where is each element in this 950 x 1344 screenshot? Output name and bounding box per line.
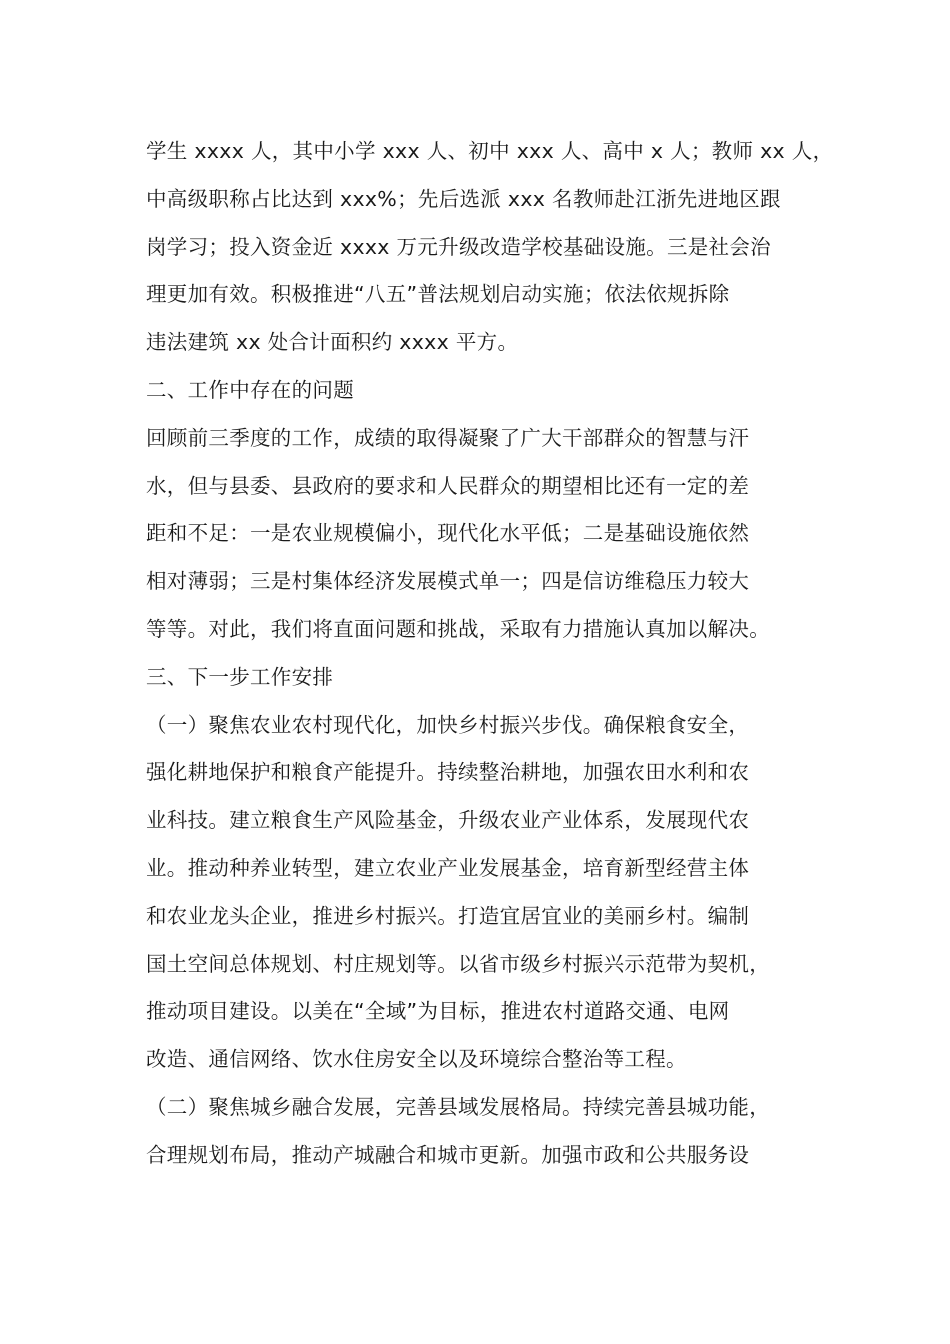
text-line: 改造、通信网络、饮水住房安全以及环境综合整治等工程。 (146, 1047, 687, 1072)
text-line: 理更加有效。积极推进“八五”普法规划启动实施；依法依规拆除 (146, 282, 730, 307)
text-line: 学生 xxxx 人，其中小学 xxx 人、初中 xxx 人、高中 x 人；教师 xx 人， (146, 139, 834, 163)
text-line: 强化耕地保护和粮食产能提升。持续整治耕地，加强农田水利和农 (146, 760, 750, 785)
text-line: 水，但与县委、县政府的要求和人民群众的期望相比还有一定的差 (146, 473, 750, 498)
text-line: 业。推动种养业转型，建立农业产业发展基金，培育新型经营主体 (146, 855, 750, 880)
section-heading-next-steps: 三、下一步工作安排 (146, 664, 334, 689)
text-line: 业科技。建立粮食生产风险基金，升级农业产业体系，发展现代农 (146, 808, 750, 833)
text-line: 相对薄弱；三是村集体经济发展模式单一；四是信访维稳压力较大 (146, 569, 750, 594)
document-body (146, 128, 834, 1180)
text-line: 回顾前三季度的工作，成绩的取得凝聚了广大干部群众的智慧与汗 (146, 425, 750, 450)
text-line: 岗学习；投入资金近 xxxx 万元升级改造学校基础设施。三是社会治 (146, 234, 771, 259)
subsection-heading-agriculture: （一）聚焦农业农村现代化，加快乡村振兴步伐。确保粮食安全， (146, 712, 750, 737)
text-line: 国土空间总体规划、村庄规划等。以省市级乡村振兴示范带为契机， (146, 951, 770, 976)
text-line: 等等。对此，我们将直面问题和挑战，采取有力措施认真加以解决。 (146, 616, 770, 641)
text-line: 和农业龙头企业，推进乡村振兴。打造宜居宜业的美丽乡村。编制 (146, 903, 750, 928)
text-line: 中高级职称占比达到 xxx%；先后选派 xxx 名教师赴江浙先进地区跟 (146, 186, 781, 211)
text-line: 推动项目建设。以美在“全域”为目标，推进农村道路交通、电网 (146, 999, 730, 1024)
text-line: 合理规划布局，推动产城融合和城市更新。加强市政和公共服务设 (146, 1142, 750, 1167)
subsection-heading-urban-rural: （二）聚焦城乡融合发展，完善县域发展格局。持续完善县城功能， (146, 1094, 770, 1119)
section-heading-problems: 二、工作中存在的问题 (146, 377, 354, 402)
text-line: 距和不足：一是农业规模偏小，现代化水平低；二是基础设施依然 (146, 521, 750, 546)
text-line: 违法建筑 xx 处合计面积约 xxxx 平方。 (146, 330, 519, 355)
